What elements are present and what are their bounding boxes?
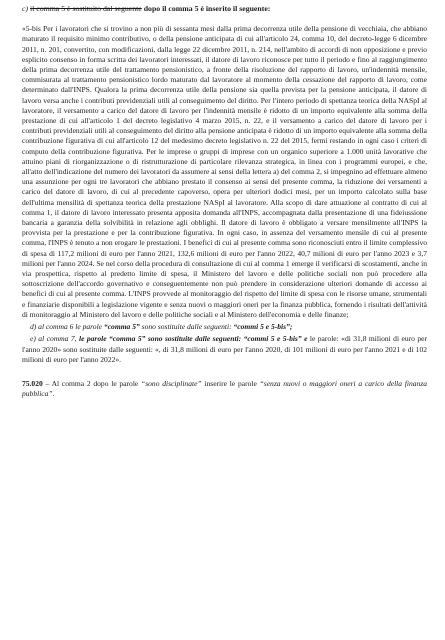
amendment-75020-end: . [52, 389, 55, 399]
letter-c-text: dopo il comma 5 è inserito il seguente: [143, 4, 271, 13]
letter-c-label: c) [22, 4, 29, 13]
letter-e-rest: le parole: «di 31,8 milioni di euro per l'anno 2020» sono sostituite dalle seguenti: «, di 31,8 milioni di euro per l'anno 2020, di 101 milioni di euro per l'anno 2021 e di 102 milioni di euro per l'anno 2022». [22, 334, 427, 364]
letter-d-quote-2: “commi 5 e 5-bis”; [233, 322, 293, 332]
amendment-75020-quote-2: “senza nuovi o maggiori oneri a carico della finanza pubblica” [22, 378, 427, 399]
amendment-75020-quote-1: “sono disciplinate” [141, 378, 202, 388]
letter-d-lead: d) al comma 6 le parole [30, 322, 104, 332]
letter-e-emph: le parole “comma 5” sono sostituite dalle seguenti: “commi 5 e 5-bis” e [78, 334, 308, 344]
letter-e-lead: e) al comma 7, [30, 334, 79, 344]
struck-text: il comma 5 è sostituito dal seguente [30, 4, 142, 13]
amendment-letter-d [22, 322, 427, 332]
amendment-75020-text-2: inserire le parole [201, 378, 260, 388]
comma-5-bis-paragraph: «5-bis Per i lavoratori che si trovino a non più di sessanta mesi dalla prima decorrenza utile della pensione di vecchiaia, che abbiano maturato il requisito minimo contributivo, o della pensione anticipata di cui all'articolo 24, comma 10, del decreto-legge 6 dicembre 2011, n. 201, convertito, con modificazioni, dalla legge 22 dicembre 2011, n. 214, nell'ambito di accordi di non opposizione e previo esplicito consenso in forma scritta dei lavoratori interessati, il datore di lavoro riconosce per tutto il periodo e fino al raggiungimento della prima decorrenza utile del trattamento pensionistico, a fronte della risoluzione del rapporto di lavoro, un'indennità mensile, commisurata al trattamento pensionistico lordo maturato dal lavoratore al momento della cessazione del rapporto di lavoro, come determinato dall'INPS. Qualora la prima decorrenza utile della pensione sia quella prevista per la pensione anticipata, il datore di lavoro versa anche i contributi previdenziali utili al conseguimento del diritto. Per l'intero periodo di spettanza teorica della NASpI al lavoratore, il versamento a carico del datore di lavoro per l'indennità mensile è ridotto di un importo equivalente alla somma della prestazione di cui all'articolo 1 del decreto legislativo 4 marzo 2015, n. 22, e il versamento a carico del datore di lavoro per i contributi previdenziali utili al conseguimento del diritto alla pensione anticipata è ridotto di un importo equivalente alla somma della contribuzione figurativa di cui all'articolo 12 del medesimo decreto legislativo n. 22 del 2015, fermi restando in ogni caso i criteri di computo della contribuzione figurativa. Per le imprese o gruppi di imprese con un organico superiore a 1.000 unità lavorative che attuino piani di riorganizzazione o di ristrutturazione di particolare rilevanza strategica, in linea con i programmi europei, e che, all'atto dell'indicazione del numero dei lavoratori da assumere ai sensi della lettera a) del comma 2, si impegnino ad effettuare almeno una assunzione per ogni tre lavoratori che abbiano prestato il consenso ai sensi del presente comma, la riduzione dei versamenti a carico del datore di lavoro, di cui al precedente capoverso, opera per ulteriori dodici mesi, per un importo calcolato sulla base dell'ultima mensilità di spettanza teorica della prestazione NASpI al lavoratore. Alla scopo di dare attuazione al contratto di cui al comma 1, il datore di lavoro interessato presenta apposita domanda all'INPS, accompagnata dalla presentazione di una fideiussione bancaria a garanzia della solvibilità in relazione agli obblighi. Il datore di lavoro è obbligato a versare mensilmente all'INPS la provvista per la prestazione e per la contribuzione figurativa. In ogni caso, in assenza del versamento mensile di cui al presente comma, l'INPS è tenuto a non erogare le prestazioni. I benefici di cui al presente comma sono riconosciuti entro il limite complessivo di spesa di 117,2 milioni di euro per l'anno 2021, 132,6 milioni di euro per l'anno 2022, 40,7 milioni di euro per l'anno 2023 e 3,7 milioni per l'anno 2024. Se nel corso della procedura di consultazione di cui al comma 1 emerge il verificarsi di scostamenti, anche in via prospettica, rispetto al predetto limite di spesa, il Ministero del lavoro e delle politiche sociali non può procedere alla sottoscrizione dell'accordo governativo e conseguentemente non può prendere in considerazione ulteriori domande di accesso ai benefici di cui al presente comma. L'INPS provvede al monitoraggio del rispetto del limite di spesa con le risorse umane, strumentali e finanziarie disponibili a legislazione vigente e senza nuovi o maggiori oneri per la finanza pubblica, fornendo i risultati dell'attività di monitoraggio al Ministero del lavoro e delle politiche sociali e al Ministero dell'economia e delle finanze; [22, 24, 427, 319]
amendment-75020 [22, 379, 427, 399]
letter-d-mid: sono sostituite dalle seguenti: [139, 322, 234, 332]
amendment-letter-e [22, 334, 427, 365]
letter-d-quote-1: “comma 5” [103, 322, 140, 332]
document-page [22, 4, 427, 401]
amendment-number: 75.020 [22, 378, 43, 388]
amendment-75020-text-1: – Al comma 2 dopo le parole [42, 378, 142, 388]
amendment-letter-c [22, 4, 427, 14]
